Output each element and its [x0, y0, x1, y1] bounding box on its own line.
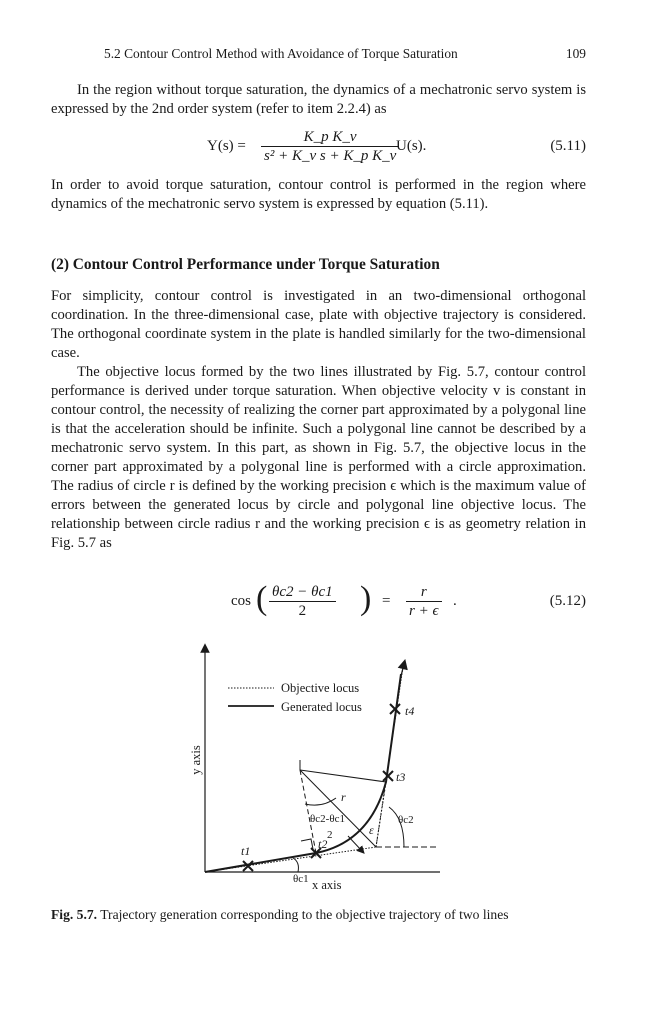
label-radius: r	[341, 790, 346, 804]
eq512-denominator: r + ϵ	[409, 603, 439, 619]
eq512-numerator: r	[406, 583, 442, 602]
eq511-rhs: U(s).	[396, 138, 427, 154]
theta1-arc	[293, 858, 298, 872]
legend-objective-label: Objective locus	[281, 681, 360, 695]
eq511-number: (5.11)	[550, 138, 586, 154]
label-theta2: θc2	[398, 814, 414, 826]
eq511-denominator: s² + K_v s + K_p K_v	[264, 148, 397, 164]
eq512-inner-numerator: θc2 − θc1	[269, 583, 336, 602]
right-angle-mark	[301, 839, 313, 849]
bisector-line	[300, 770, 376, 847]
figure-caption	[51, 906, 586, 924]
eq511-numerator: K_p K_v	[261, 128, 399, 147]
page-number: 109	[565, 46, 586, 61]
caption-text: Trajectory generation corresponding to the objective trajectory of two lines	[100, 907, 509, 922]
eq511-lhs: Y(s) =	[207, 138, 246, 154]
epsilon-arrow	[348, 836, 362, 851]
label-t1: t1	[241, 844, 251, 858]
x-axis-label: x axis	[312, 878, 342, 892]
caption-label: Fig. 5.7.	[51, 907, 98, 922]
y-axis-label: y axis	[189, 745, 203, 775]
paragraph-intro: In the region without torque saturation, the dynamics of a mechatronic servo system is expressed by the 2nd order system (refer to item 2.2.4) as	[51, 82, 586, 117]
eq512-period: .	[453, 593, 457, 609]
label-epsilon: ε	[369, 823, 374, 837]
label-t2: t2	[318, 837, 328, 851]
eq512-right-paren: )	[360, 580, 372, 617]
eq512-equals: =	[382, 593, 391, 609]
eq512-cos: cos	[231, 593, 251, 609]
radius-line-2	[300, 770, 386, 782]
label-t3: t3	[396, 770, 406, 784]
section-heading: (2) Contour Control Performance under Torque Saturation	[51, 256, 440, 273]
label-half-angle-denominator: 2	[327, 829, 333, 841]
theta2-arc	[389, 807, 404, 847]
paragraph-simplicity: For simplicity, contour control is investigated in an two-dimensional orthogonal coordination. In the three-dimensional case, plate with objective trajectory is considered. The orthogonal coordinate system in the plate is handled similarly for the two-dimensional case.	[51, 288, 586, 361]
eq512-number: (5.12)	[549, 593, 586, 609]
legend-generated-label: Generated locus	[281, 700, 362, 714]
eq512-left-paren: (	[256, 580, 268, 617]
label-theta1: θc1	[293, 873, 309, 885]
label-half-angle-numerator: θc2-θc1	[310, 813, 345, 825]
label-t4: t4	[405, 704, 415, 718]
paragraph-avoid-saturation: In order to avoid torque saturation, contour control is performed in the region where dynamics of the mechatronic servo system is expressed by equation (5.11).	[51, 177, 586, 212]
eq512-inner-denominator: 2	[298, 603, 307, 619]
paragraph-objective-locus: The objective locus formed by the two lines illustrated by Fig. 5.7, contour control performance is derived under torque saturation. When objective velocity v is constant in contour control, the necessity of realizing the corner part approximated by a polygonal line is that the acceleration should be infinite. Such a polygonal line cannot be described by a mechatronic servo system. In this part, as shown in Fig. 5.7, the objective locus in the corner part approximated by a polygonal line is performed with a circle approximation. The radius of circle r is defined by the working precision ϵ which is the maximum value of errors between the generated locus by circle and polygonal line objective locus. The relationship between circle radius r and the working precision ϵ is as geometry relation in Fig. 5.7 as	[51, 364, 586, 551]
locus-direction-arrow	[401, 664, 404, 676]
header-title: 5.2 Contour Control Method with Avoidance of Torque Saturation	[104, 46, 458, 61]
